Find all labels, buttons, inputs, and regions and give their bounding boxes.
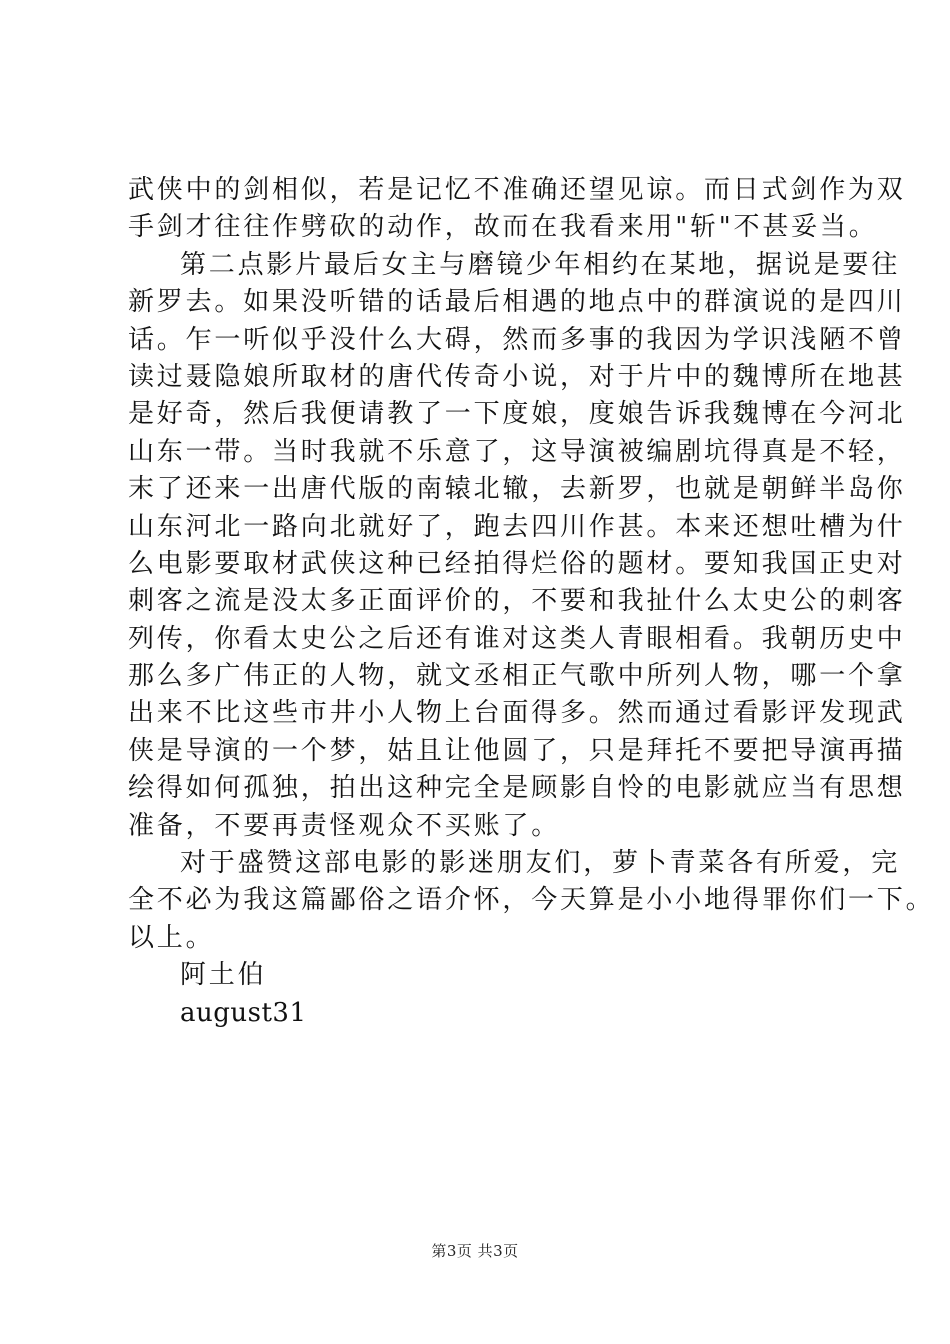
text-line: 以上。 xyxy=(128,922,215,953)
text-line: 山东一带。当时我就不乐意了，这导演被编剧坑得真是不轻， xyxy=(128,436,906,467)
text-line: 绘得如何孤独，拍出这种完全是顾影自怜的电影就应当有思想 xyxy=(128,773,906,804)
text-line: 山东河北一路向北就好了，跑去四川作甚。本来还想吐槽为什 xyxy=(128,511,906,542)
author-handle: august31 xyxy=(180,997,307,1028)
text-line: 准备，不要再责怪观众不买账了。 xyxy=(128,810,561,841)
text-line: 全不必为我这篇鄙俗之语介怀，今天算是小小地得罪你们一下。 xyxy=(128,885,935,916)
text-line: 么电影要取材武侠这种已经拍得烂俗的题材。要知我国正史对 xyxy=(128,548,906,579)
text-line: 新罗去。如果没听错的话最后相遇的地点中的群演说的是四川 xyxy=(128,287,906,318)
author-signature: 阿土伯 xyxy=(180,960,267,991)
paragraph-start-line: 第二点影片最后女主与磨镜少年相约在某地，据说是要往 xyxy=(180,249,901,280)
text-line: 列传，你看太史公之后还有谁对这类人青眼相看。我朝历史中 xyxy=(128,623,906,654)
text-line: 侠是导演的一个梦，姑且让他圆了，只是拜托不要把导演再描 xyxy=(128,735,906,766)
text-line: 末了还来一出唐代版的南辕北辙，去新罗，也就是朝鲜半岛你 xyxy=(128,474,906,505)
text-line: 武侠中的剑相似，若是记忆不准确还望见谅。而日式剑作为双 xyxy=(128,175,906,205)
text-line: 出来不比这些市井小人物上台面得多。然而通过看影评发现武 xyxy=(128,698,906,729)
body-text xyxy=(128,172,935,1032)
paragraph-start-line: 对于盛赞这部电影的影迷朋友们，萝卜青菜各有所爱，完 xyxy=(180,848,901,879)
text-line: 刺客之流是没太多正面评价的，不要和我扯什么太史公的刺客 xyxy=(128,586,906,617)
text-line: 是好奇，然后我便请教了一下度娘，度娘告诉我魏博在今河北 xyxy=(128,399,906,430)
page-number-footer: 第3页 共3页 xyxy=(431,1242,519,1260)
text-line: 话。乍一听似乎没什么大碍，然而多事的我因为学识浅陋不曾 xyxy=(128,324,906,355)
text-line: 手剑才往往作劈砍的动作，故而在我看来用"斩"不甚妥当。 xyxy=(128,212,878,243)
text-line: 那么多广伟正的人物，就文丞相正气歌中所列人物，哪一个拿 xyxy=(128,661,906,692)
text-line: 读过聂隐娘所取材的唐代传奇小说，对于片中的魏博所在地甚 xyxy=(128,361,906,392)
